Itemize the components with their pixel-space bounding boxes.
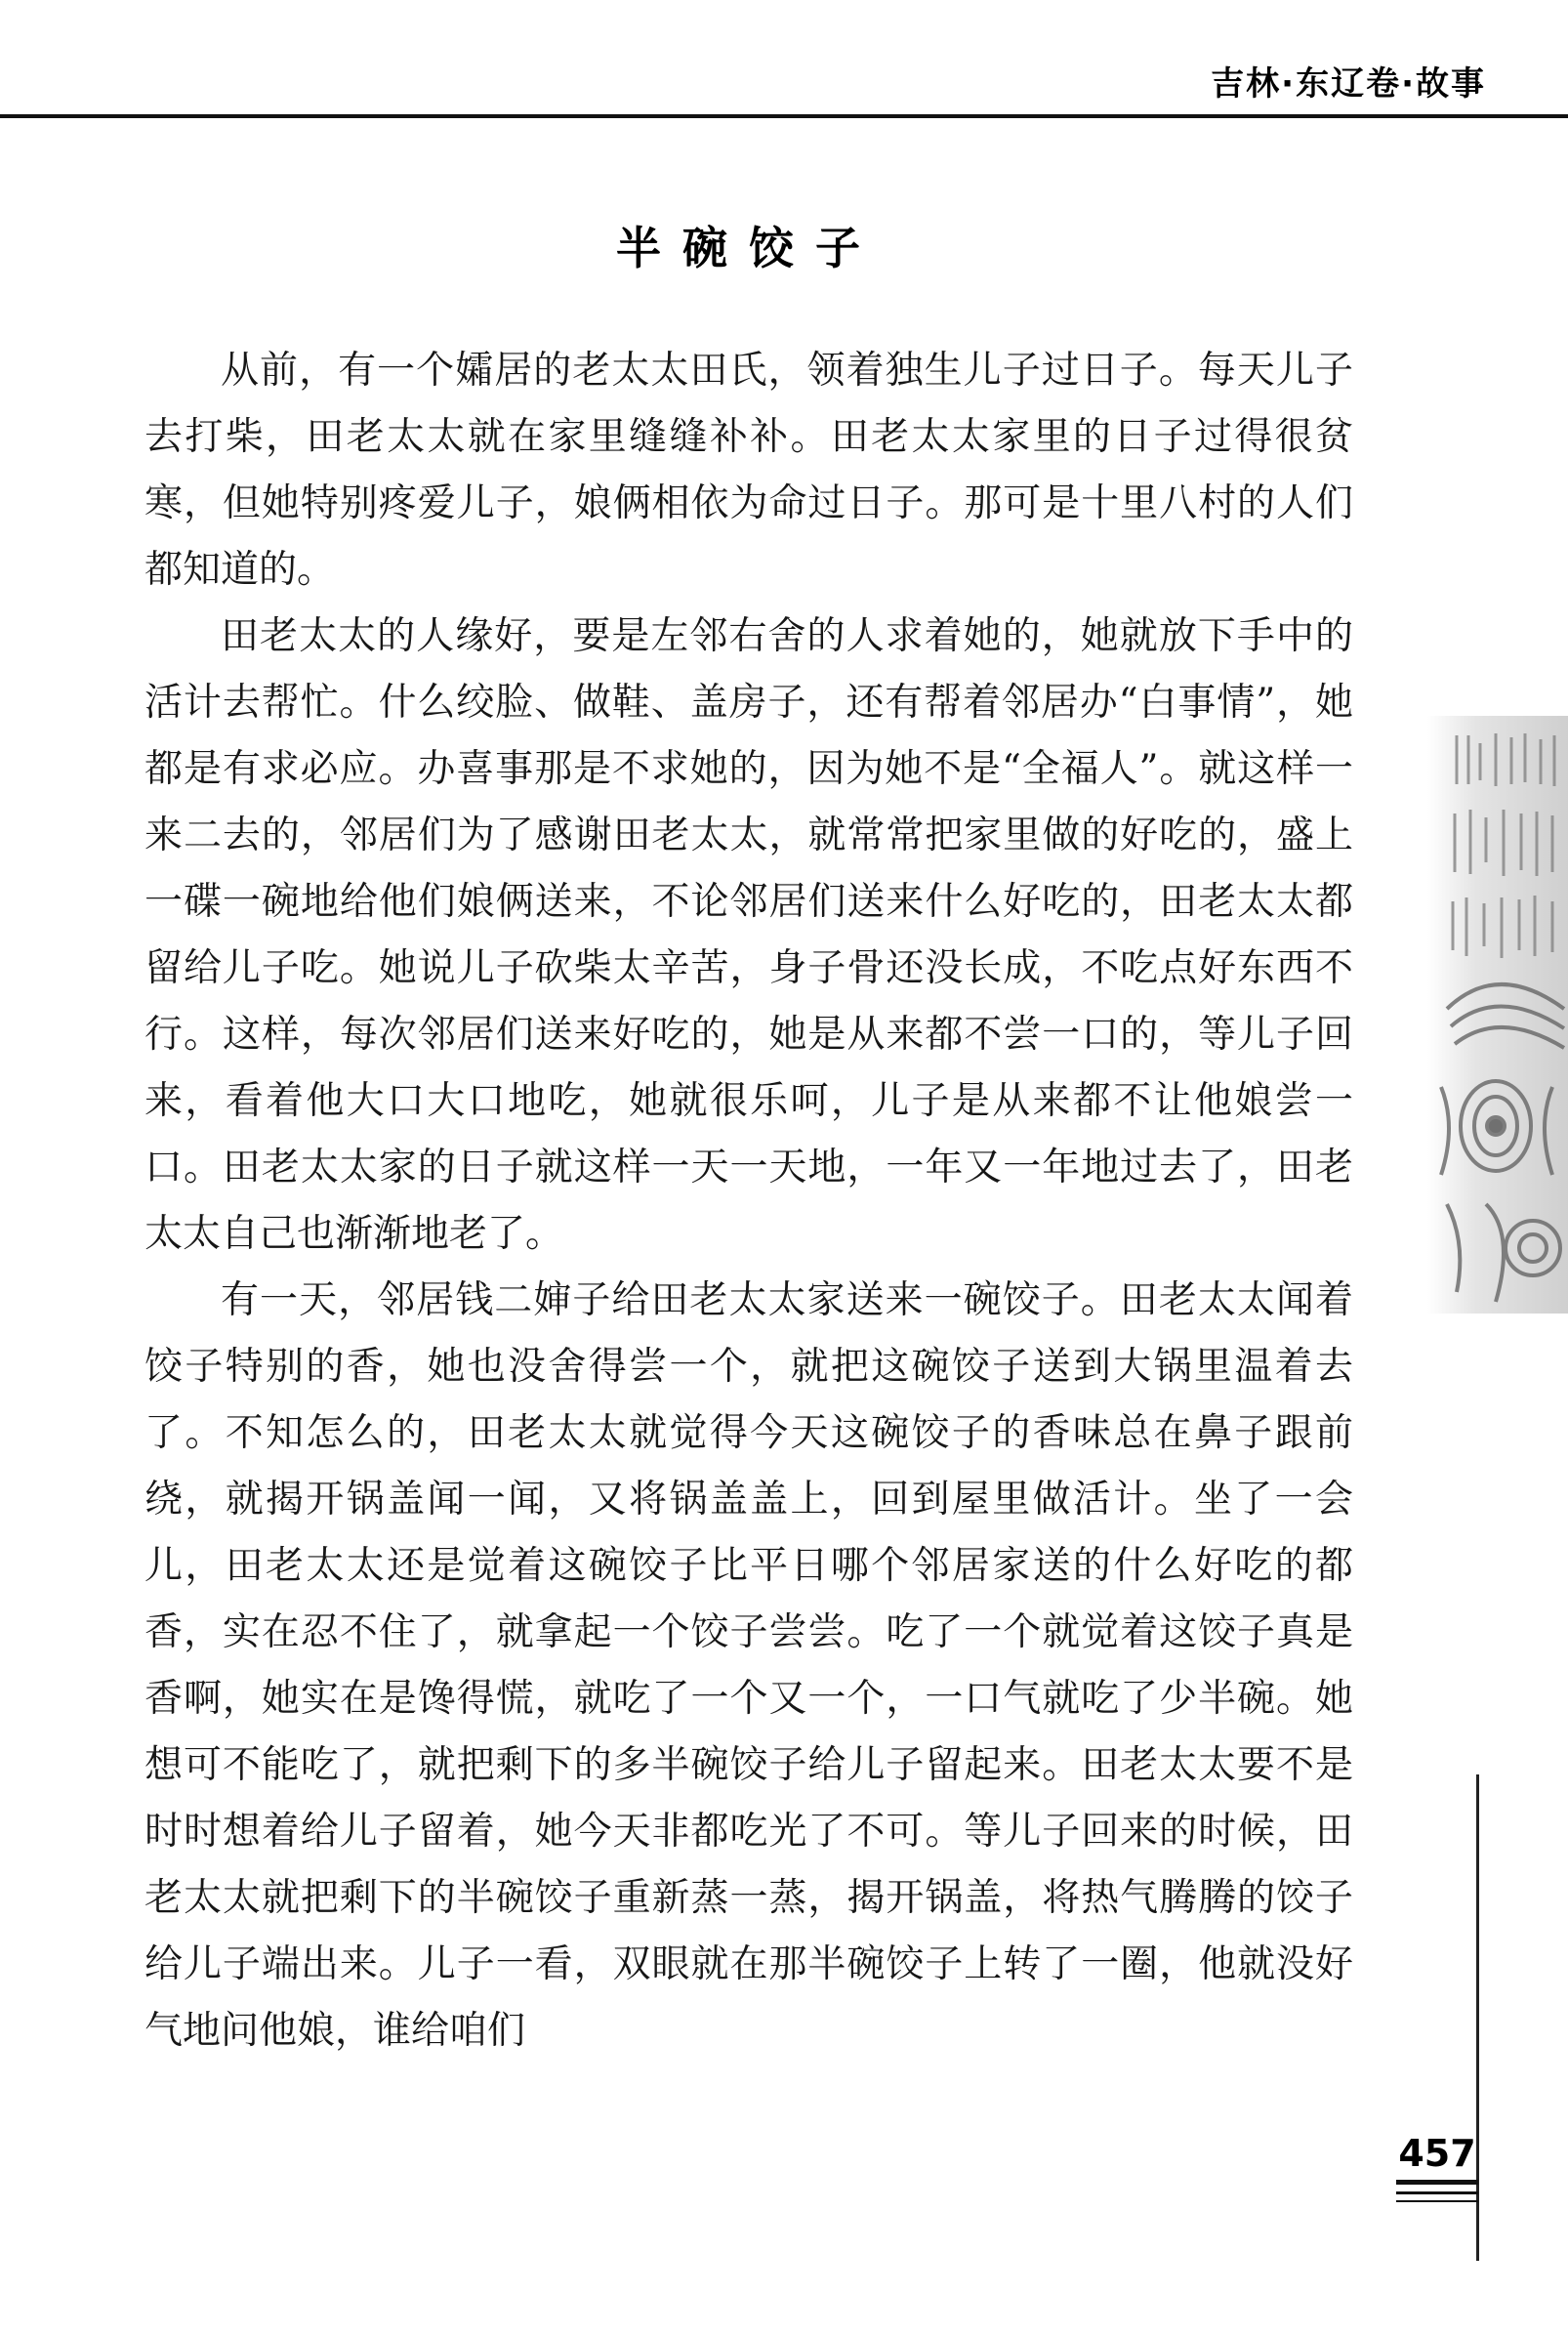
mask-pattern-icon [1427, 716, 1568, 1314]
page-number-rule [1396, 2200, 1478, 2202]
paragraph: 田老太太的人缘好，要是左邻右舍的人求着她的，她就放下手中的活计去帮忙。什么绞脸、做鞋、盖房子，还有帮着邻居办“白事情”，她都是有求必应。办喜事那是不求她的，因为她不是“全福人”。就这样一来二去的，邻居们为了感谢田老太太，就常常把家里做的好吃的，盛上一碟一碗地给他们娘俩送来，不论邻居们送来什么好吃的，田老太太都留给儿子吃。她说儿子砍柴太辛苦，身子骨还没长成，不吃点好东西不行。这样，每次邻居们送来好吃的，她是从来都不尝一口的，等儿子回来，看着他大口大口地吃，她就很乐呵，儿子是从来都不让他娘尝一口。田老太太家的日子就这样一天一天地，一年又一年地过去了，田老太太自己也渐渐地老了。 [144, 614, 1353, 1256]
running-head: 吉林·东辽卷·故事 [1211, 64, 1486, 104]
paragraph: 有一天，邻居钱二婶子给田老太太家送来一碗饺子。田老太太闻着饺子特别的香，她也没舍得尝一个，就把这碗饺子送到大锅里温着去了。不知怎么的，田老太太就觉得今天这碗饺子的香味总在鼻子跟前绕，就揭开锅盖闻一闻，又将锅盖盖上，回到屋里做活计。坐了一会儿，田老太太还是觉着这碗饺子比平日哪个邻居家送的什么好吃的都香，实在忍不住了，就拿起一个饺子尝尝。吃了一个就觉着这饺子真是香啊，她实在是馋得慌，就吃了一个又一个，一口气就吃了少半碗。她想可不能吃了，就把剩下的多半碗饺子给儿子留起来。田老太太要不是时时想着给儿子留着，她今天非都吃光了不可。等儿子回来的时候，田老太太就把剩下的半碗饺子重新蒸一蒸，揭开锅盖，将热气腾腾的饺子给儿子端出来。儿子一看，双眼就在那半碗饺子上转了一圈，他就没好气地问他娘，谁给咱们 [144, 1278, 1353, 2053]
margin-rule [1476, 1774, 1479, 2261]
paragraph: 从前，有一个孀居的老太太田氏，领着独生儿子过日子。每天儿子去打柴，田老太太就在家里缝缝补补。田老太太家里的日子过得很贫寒，但她特别疼爱儿子，娘俩相依为命过日子。那可是十里八村的人们都知道的。 [144, 349, 1353, 592]
page-number: 457 [1398, 2132, 1476, 2175]
page-number-rule [1396, 2180, 1478, 2185]
header-rule [0, 114, 1568, 118]
page-number-rule [1396, 2191, 1478, 2194]
story-title: 半碗饺子 [616, 222, 882, 274]
story-body [144, 338, 1353, 2065]
